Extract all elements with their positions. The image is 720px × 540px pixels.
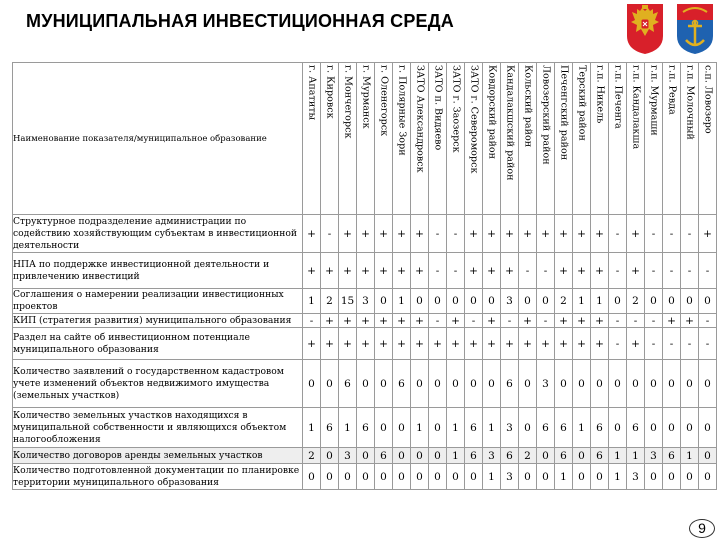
table-cell: 2 — [321, 289, 339, 314]
table-cell: - — [699, 328, 717, 360]
table-cell: + — [555, 328, 573, 360]
table-cell: 1 — [609, 448, 627, 464]
table-cell: 0 — [681, 289, 699, 314]
table-cell: - — [537, 314, 555, 328]
table-cell: 1 — [411, 408, 429, 448]
table-cell: 0 — [393, 448, 411, 464]
table-cell: 6 — [555, 408, 573, 448]
table-cell: 0 — [465, 289, 483, 314]
column-header — [429, 63, 447, 215]
table-cell: + — [537, 215, 555, 253]
table-cell: 0 — [321, 448, 339, 464]
table-cell: + — [501, 328, 519, 360]
column-header — [501, 63, 519, 215]
table-cell: 3 — [339, 448, 357, 464]
table-cell: 3 — [627, 464, 645, 490]
table-cell: 0 — [537, 464, 555, 490]
table-cell: 0 — [573, 464, 591, 490]
table-cell: 0 — [447, 360, 465, 408]
table-row — [13, 215, 717, 253]
table-cell: 0 — [429, 464, 447, 490]
column-header-label: Печенгский район — [558, 65, 570, 161]
table-cell: - — [429, 215, 447, 253]
table-row — [13, 289, 717, 314]
table-row — [13, 328, 717, 360]
table-header-row — [13, 63, 717, 215]
table-cell: + — [591, 215, 609, 253]
table-cell: - — [681, 253, 699, 289]
table-cell: - — [609, 215, 627, 253]
row-label: Количество подготовленной документации по планировке территории муниципального образования — [13, 464, 303, 490]
table-cell: 0 — [699, 289, 717, 314]
indicator-header: Наименование показателя/муниципальное образование — [13, 63, 303, 215]
table-cell: + — [627, 215, 645, 253]
table-cell: - — [663, 328, 681, 360]
row-label: КИП (стратегия развития) муниципального образования — [13, 314, 303, 328]
table-cell: 0 — [699, 408, 717, 448]
table-cell: + — [429, 328, 447, 360]
table-cell: + — [321, 253, 339, 289]
table-cell: - — [645, 328, 663, 360]
table-cell: 0 — [627, 360, 645, 408]
table-cell: - — [645, 314, 663, 328]
russia-coat-of-arms-icon — [625, 2, 665, 56]
column-header — [411, 63, 429, 215]
column-header-label: г.п. Ревда — [666, 65, 678, 115]
table-cell: + — [501, 253, 519, 289]
table-cell: + — [519, 314, 537, 328]
investment-environment-table — [12, 62, 717, 490]
table-cell: 1 — [591, 289, 609, 314]
table-cell: 2 — [303, 448, 321, 464]
column-header-label: ЗАТО г. Заозерск — [450, 65, 462, 153]
table-cell: 0 — [411, 289, 429, 314]
table-cell: 2 — [519, 448, 537, 464]
table-cell: 0 — [483, 289, 501, 314]
table-cell: - — [447, 253, 465, 289]
table-cell: 0 — [591, 464, 609, 490]
table-cell: + — [357, 314, 375, 328]
table-cell: 3 — [501, 408, 519, 448]
table-cell: 0 — [699, 448, 717, 464]
table-cell: + — [303, 328, 321, 360]
table-cell: 0 — [519, 360, 537, 408]
table-cell: + — [375, 253, 393, 289]
table-cell: 0 — [375, 464, 393, 490]
column-header-label: г. Мончегорск — [342, 65, 354, 139]
column-header — [465, 63, 483, 215]
column-header-label: г.п. Мурмаши — [648, 65, 660, 136]
table-cell: 0 — [411, 448, 429, 464]
table-row — [13, 360, 717, 408]
table-cell: 0 — [663, 408, 681, 448]
page-title: МУНИЦИПАЛЬНАЯ ИНВЕСТИЦИОННАЯ СРЕДА — [26, 11, 454, 31]
row-label: Структурное подразделение администрации по содействию хозяйствующим субъектам в инвестиционной деятельности — [13, 215, 303, 253]
table-cell: 3 — [645, 448, 663, 464]
column-header — [537, 63, 555, 215]
table-cell: 2 — [627, 289, 645, 314]
table-cell: + — [573, 215, 591, 253]
table-cell: - — [501, 314, 519, 328]
table-cell: 1 — [483, 408, 501, 448]
table-cell: + — [357, 215, 375, 253]
table-cell: + — [573, 253, 591, 289]
table-cell: - — [465, 314, 483, 328]
table-cell: + — [501, 215, 519, 253]
column-header-label: Кольский район — [522, 65, 534, 148]
table-cell: + — [483, 215, 501, 253]
table-cell: + — [393, 314, 411, 328]
column-header-label: г.п. Печенга — [612, 65, 624, 129]
row-label: Количество договоров аренды земельных участков — [13, 448, 303, 464]
column-header-label: г.п. Молочный — [684, 65, 696, 140]
table-cell: - — [537, 253, 555, 289]
table-cell: - — [663, 253, 681, 289]
table-cell: 1 — [303, 408, 321, 448]
table-cell: - — [645, 253, 663, 289]
table-cell: + — [627, 328, 645, 360]
table-cell: + — [465, 328, 483, 360]
table-cell: 0 — [375, 360, 393, 408]
column-header — [681, 63, 699, 215]
table-cell: 0 — [357, 448, 375, 464]
table-cell: 1 — [555, 464, 573, 490]
table-cell: 1 — [681, 448, 699, 464]
column-header — [699, 63, 717, 215]
table-cell: 0 — [681, 464, 699, 490]
table-row — [13, 408, 717, 448]
table-cell: 6 — [627, 408, 645, 448]
table-cell: 1 — [573, 289, 591, 314]
table-cell: 0 — [699, 464, 717, 490]
table-cell: + — [321, 314, 339, 328]
table-cell: 6 — [465, 408, 483, 448]
table-cell: + — [483, 314, 501, 328]
column-header-label: ЗАТО Александровск — [414, 65, 426, 173]
table-cell: 0 — [609, 408, 627, 448]
table-cell: - — [681, 328, 699, 360]
table-cell: + — [555, 253, 573, 289]
table-cell: + — [375, 314, 393, 328]
table-cell: - — [609, 328, 627, 360]
table-cell: 0 — [483, 360, 501, 408]
table-cell: 0 — [357, 464, 375, 490]
table-cell: + — [555, 314, 573, 328]
table-cell: + — [411, 328, 429, 360]
table-cell: 0 — [429, 408, 447, 448]
column-header — [591, 63, 609, 215]
table-cell: + — [519, 215, 537, 253]
table-cell: 6 — [501, 448, 519, 464]
table-cell: 6 — [537, 408, 555, 448]
column-header-label: ЗАТО п. Видяево — [432, 65, 444, 151]
table-cell: 0 — [555, 360, 573, 408]
table-cell: + — [393, 253, 411, 289]
table-cell: 6 — [663, 448, 681, 464]
column-header-label: Ловозерский район — [540, 65, 552, 165]
column-header — [609, 63, 627, 215]
table-cell: 0 — [303, 360, 321, 408]
column-header — [627, 63, 645, 215]
column-header — [339, 63, 357, 215]
column-header — [303, 63, 321, 215]
table-cell: 1 — [393, 289, 411, 314]
table-cell: 0 — [519, 464, 537, 490]
table-cell: - — [429, 253, 447, 289]
table-cell: 0 — [681, 360, 699, 408]
row-label: Раздел на сайте об инвестиционном потенциале муниципального образования — [13, 328, 303, 360]
table-cell: 3 — [537, 360, 555, 408]
table-cell: + — [537, 328, 555, 360]
table-cell: 1 — [483, 464, 501, 490]
table-cell: + — [375, 215, 393, 253]
table-cell: - — [645, 215, 663, 253]
table-cell: 0 — [519, 289, 537, 314]
table-cell: 0 — [429, 289, 447, 314]
table-cell: 0 — [411, 464, 429, 490]
table-cell: 6 — [393, 360, 411, 408]
table-cell: + — [465, 253, 483, 289]
table-cell: 1 — [303, 289, 321, 314]
table-cell: 6 — [465, 448, 483, 464]
column-header — [555, 63, 573, 215]
table-cell: + — [303, 215, 321, 253]
table-cell: + — [483, 253, 501, 289]
table-cell: + — [393, 215, 411, 253]
table-cell: + — [321, 328, 339, 360]
table-cell: + — [411, 215, 429, 253]
table-cell: 1 — [573, 408, 591, 448]
table-cell: + — [627, 253, 645, 289]
table-cell: 0 — [303, 464, 321, 490]
table-cell: - — [519, 253, 537, 289]
table-cell: 15 — [339, 289, 357, 314]
table-cell: + — [555, 215, 573, 253]
table-cell: 3 — [357, 289, 375, 314]
table-cell: - — [699, 253, 717, 289]
table-cell: 1 — [447, 448, 465, 464]
table-cell: 0 — [681, 408, 699, 448]
table-cell: + — [681, 314, 699, 328]
table-cell: 0 — [447, 464, 465, 490]
column-header-label: г. Мурманск — [360, 65, 372, 129]
table-cell: + — [663, 314, 681, 328]
column-header-label: Кандалакшский район — [504, 65, 516, 181]
table-row — [13, 314, 717, 328]
table-cell: 6 — [357, 408, 375, 448]
table-cell: 1 — [627, 448, 645, 464]
column-header — [375, 63, 393, 215]
table-cell: 3 — [501, 289, 519, 314]
table-cell: 0 — [447, 289, 465, 314]
column-header — [357, 63, 375, 215]
column-header — [447, 63, 465, 215]
table-cell: 0 — [609, 360, 627, 408]
table-cell: - — [609, 314, 627, 328]
table-cell: - — [429, 314, 447, 328]
table-cell: + — [483, 328, 501, 360]
table-cell: - — [303, 314, 321, 328]
table-cell: + — [519, 328, 537, 360]
table-cell: 0 — [537, 448, 555, 464]
table-cell: 0 — [645, 464, 663, 490]
table-cell: - — [321, 215, 339, 253]
table-cell: + — [573, 314, 591, 328]
table-cell: + — [411, 253, 429, 289]
table-cell: 0 — [339, 464, 357, 490]
column-header-label: г.п. Никель — [594, 65, 606, 124]
table-cell: 0 — [645, 360, 663, 408]
row-label: Соглашения о намерении реализации инвестиционных проектов — [13, 289, 303, 314]
column-header-label: с.п. Ловозеро — [702, 65, 714, 134]
table-cell: 0 — [429, 360, 447, 408]
table-cell: + — [339, 215, 357, 253]
table-cell: 0 — [645, 408, 663, 448]
column-header-label: Терский район — [576, 65, 588, 141]
table-cell: 0 — [699, 360, 717, 408]
murmansk-region-coat-of-arms-icon — [675, 2, 715, 56]
table-cell: 0 — [321, 464, 339, 490]
table-cell: 6 — [555, 448, 573, 464]
table-cell: + — [303, 253, 321, 289]
table-cell: 1 — [447, 408, 465, 448]
table-cell: 0 — [321, 360, 339, 408]
table-cell: 6 — [339, 360, 357, 408]
table-cell: 0 — [591, 360, 609, 408]
table-cell: 0 — [375, 289, 393, 314]
table-cell: 3 — [501, 464, 519, 490]
table-row — [13, 448, 717, 464]
table-cell: 0 — [645, 289, 663, 314]
table-cell: - — [627, 314, 645, 328]
table-cell: 6 — [501, 360, 519, 408]
table-cell: + — [699, 215, 717, 253]
table-cell: 0 — [573, 448, 591, 464]
column-header — [483, 63, 501, 215]
table-cell: 0 — [411, 360, 429, 408]
table-cell: 6 — [321, 408, 339, 448]
column-header — [393, 63, 411, 215]
row-label: Количество заявлений о государственном кадастровом учете изменений объектов недвижимого имущества (земельных участков) — [13, 360, 303, 408]
table-cell: 6 — [591, 408, 609, 448]
table-cell: 0 — [393, 464, 411, 490]
table-cell: 3 — [483, 448, 501, 464]
row-label: Количество земельных участков находящихся в муниципальной собственности и являющихся объектом налогообложения — [13, 408, 303, 448]
table-cell: + — [393, 328, 411, 360]
column-header-label: г. Полярные Зори — [396, 65, 408, 156]
page-number: 9 — [689, 519, 715, 538]
table-cell: + — [357, 253, 375, 289]
table-cell: 0 — [573, 360, 591, 408]
table-cell: 0 — [537, 289, 555, 314]
table-cell: 0 — [663, 360, 681, 408]
table-cell: 0 — [429, 448, 447, 464]
table-cell: - — [447, 215, 465, 253]
table-cell: 6 — [375, 448, 393, 464]
table-cell: + — [411, 314, 429, 328]
column-header-label: г. Кировск — [324, 65, 336, 119]
table-cell: + — [591, 328, 609, 360]
table-cell: 0 — [519, 408, 537, 448]
column-header — [519, 63, 537, 215]
table-cell: 2 — [555, 289, 573, 314]
table-cell: + — [447, 314, 465, 328]
table-cell: + — [465, 215, 483, 253]
table-cell: 0 — [357, 360, 375, 408]
table-cell: + — [339, 314, 357, 328]
table-cell: 6 — [591, 448, 609, 464]
column-header-label: Ковдорский район — [486, 65, 498, 160]
table-row — [13, 464, 717, 490]
table-cell: + — [357, 328, 375, 360]
table-cell: + — [339, 253, 357, 289]
table-cell: 1 — [609, 464, 627, 490]
table-cell: + — [573, 328, 591, 360]
table-cell: - — [699, 314, 717, 328]
row-label: НПА по поддержке инвестиционной деятельности и привлечению инвестиций — [13, 253, 303, 289]
table-cell: - — [663, 215, 681, 253]
table-cell: 0 — [393, 408, 411, 448]
table-cell: 0 — [375, 408, 393, 448]
column-header-label: г. Оленегорск — [378, 65, 390, 137]
table-cell: 1 — [339, 408, 357, 448]
table-cell: 0 — [663, 289, 681, 314]
column-header — [321, 63, 339, 215]
table-cell: + — [339, 328, 357, 360]
column-header-label: г.п. Кандалакша — [630, 65, 642, 150]
table-row — [13, 253, 717, 289]
column-header-label: г. Апатиты — [306, 65, 318, 121]
table-cell: 0 — [465, 464, 483, 490]
column-header — [573, 63, 591, 215]
table-cell: + — [591, 253, 609, 289]
table-cell: 0 — [663, 464, 681, 490]
column-header — [645, 63, 663, 215]
table-cell: - — [609, 253, 627, 289]
table-cell: 0 — [465, 360, 483, 408]
table-cell: + — [447, 328, 465, 360]
table-cell: 0 — [609, 289, 627, 314]
column-header — [663, 63, 681, 215]
table-cell: - — [681, 215, 699, 253]
table-cell: + — [375, 328, 393, 360]
table-cell: + — [591, 314, 609, 328]
column-header-label: ЗАТО г. Североморск — [468, 65, 480, 174]
